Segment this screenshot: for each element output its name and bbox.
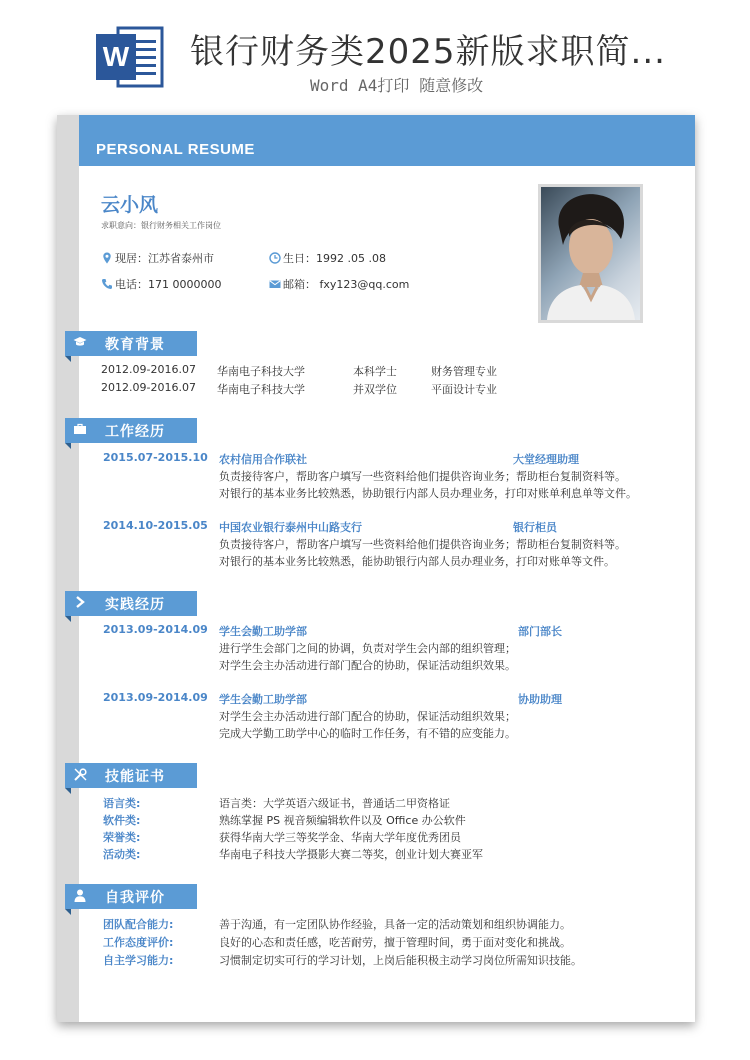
skill-label: 语言类: xyxy=(103,797,141,810)
section-self-evaluation-title: 自我评价 xyxy=(105,889,165,906)
skill-label: 软件类: xyxy=(103,814,141,827)
work-desc-line: 对银行的基本业务比较熟悉，协助银行内部人员办理业务，打印对账单利息单等文件。 xyxy=(219,487,637,500)
work-role: 银行柜员 xyxy=(513,521,557,534)
self-eval-value: 良好的心态和责任感，吃苦耐劳，擅于管理时间，勇于面对变化和挑战。 xyxy=(219,936,571,949)
work-org: 中国农业银行泰州中山路支行 xyxy=(219,521,362,534)
skill-label: 荣誉类: xyxy=(103,831,141,844)
work-date: 2014.10-2015.05 xyxy=(103,519,208,532)
self-eval-row xyxy=(103,916,663,932)
section-fold xyxy=(65,443,71,449)
section-fold xyxy=(65,356,71,362)
section-self-evaluation-header xyxy=(65,884,197,909)
section-fold xyxy=(65,909,71,915)
practice-date: 2013.09-2014.09 xyxy=(103,623,208,636)
section-skills-title: 技能证书 xyxy=(105,768,165,785)
resume-banner xyxy=(79,115,695,166)
self-eval-value: 习惯制定切实可行的学习计划，上岗后能积极主动学习岗位所需知识技能。 xyxy=(219,954,582,967)
document-title: 银行财务类2025新版求职简... xyxy=(190,32,666,72)
skill-row xyxy=(103,812,663,828)
section-work-title: 工作经历 xyxy=(105,423,165,440)
phone-text: 电话：171 0000000 xyxy=(115,278,222,291)
portrait-illustration xyxy=(541,187,640,320)
graduation-cap-icon xyxy=(65,336,95,351)
section-education-header xyxy=(65,331,197,356)
work-org: 农村信用合作联社 xyxy=(219,453,307,466)
self-eval-value: 善于沟通，有一定团队协作经验，具备一定的活动策划和组织协调能力。 xyxy=(219,918,571,931)
practice-desc-line: 对学生会主办活动进行部门配合的协助，保证活动组织效果； xyxy=(219,710,516,723)
work-entry xyxy=(103,451,663,511)
email-text: 邮箱： fxy123@qq.com xyxy=(283,278,410,291)
document-header xyxy=(0,0,750,110)
work-desc-line: 对银行的基本业务比较熟悉，能协助银行内部人员办理业务，打印对账单等文件。 xyxy=(219,555,615,568)
work-date: 2015.07-2015.10 xyxy=(103,451,208,464)
edu-degree: 并双学位 xyxy=(353,383,397,396)
info-phone xyxy=(101,276,221,292)
work-role: 大堂经理助理 xyxy=(513,453,579,466)
job-intent: 求职意向：银行财务相关工作岗位 xyxy=(101,221,221,230)
skill-label: 活动类: xyxy=(103,848,141,861)
self-eval-label: 工作态度评价: xyxy=(103,936,174,949)
skill-row xyxy=(103,846,663,862)
section-practice-header xyxy=(65,591,197,616)
self-eval-label: 自主学习能力: xyxy=(103,954,174,967)
word-doc-icon xyxy=(96,22,166,92)
section-fold xyxy=(65,616,71,622)
practice-desc-line: 进行学生会部门之间的协调，负责对学生会内部的组织管理； xyxy=(219,642,516,655)
self-eval-row xyxy=(103,934,663,950)
word-icon-letter: W xyxy=(102,41,130,72)
section-skills-header xyxy=(65,763,197,788)
briefcase-icon xyxy=(65,423,95,438)
tools-icon xyxy=(65,768,95,784)
profile-photo xyxy=(538,184,643,323)
edu-date: 2012.09-2016.07 xyxy=(101,363,196,376)
practice-date: 2013.09-2014.09 xyxy=(103,691,208,704)
skill-row xyxy=(103,795,663,811)
section-fold xyxy=(65,788,71,794)
info-location xyxy=(101,250,214,266)
self-eval-label: 团队配合能力: xyxy=(103,918,174,931)
skill-value: 获得华南大学三等奖学金、华南大学年度优秀团员 xyxy=(219,831,461,844)
practice-entry xyxy=(103,691,663,751)
info-birthday xyxy=(269,250,386,266)
birthday-text: 生日：1992 .05 .08 xyxy=(283,252,386,265)
skill-value: 华南电子科技大学摄影大赛二等奖，创业计划大赛亚军 xyxy=(219,848,483,861)
location-text: 现居：江苏省泰州市 xyxy=(115,252,214,265)
work-desc-line: 负责接待客户，帮助客户填写一些资料给他们提供咨询业务；帮助柜台复制资料等。 xyxy=(219,470,626,483)
section-education-title: 教育背景 xyxy=(105,336,165,353)
resume-page xyxy=(57,115,695,1022)
phone-icon xyxy=(101,278,113,290)
practice-role: 协助助理 xyxy=(518,693,562,706)
section-work-header xyxy=(65,418,197,443)
user-icon xyxy=(65,889,95,905)
section-practice-title: 实践经历 xyxy=(105,596,165,613)
practice-desc-line: 对学生会主办活动进行部门配合的协助，保证活动组织效果。 xyxy=(219,659,516,672)
self-eval-row xyxy=(103,952,663,968)
skill-value: 熟练掌握 PS 视音频编辑软件以及 Office 办公软件 xyxy=(219,814,466,827)
mail-icon xyxy=(269,278,281,290)
edu-date: 2012.09-2016.07 xyxy=(101,381,196,394)
banner-title: PERSONAL RESUME xyxy=(96,141,255,158)
edu-major: 财务管理专业 xyxy=(431,365,497,378)
skill-value: 语言类：大学英语六级证书，普通话二甲资格证 xyxy=(219,797,450,810)
work-entry xyxy=(103,519,663,579)
edu-school: 华南电子科技大学 xyxy=(217,383,305,396)
chevron-right-icon xyxy=(65,596,95,611)
education-row xyxy=(101,381,661,397)
clock-icon xyxy=(269,252,281,264)
edu-degree: 本科学士 xyxy=(353,365,397,378)
practice-role: 部门部长 xyxy=(518,625,562,638)
candidate-name: 云小风 xyxy=(101,194,159,216)
location-pin-icon xyxy=(101,252,113,264)
practice-entry xyxy=(103,623,663,683)
info-email xyxy=(269,276,409,292)
edu-school: 华南电子科技大学 xyxy=(217,365,305,378)
practice-org: 学生会勤工助学部 xyxy=(219,625,307,638)
edu-major: 平面设计专业 xyxy=(431,383,497,396)
education-row xyxy=(101,363,661,379)
practice-desc-line: 完成大学勤工助学中心的临时工作任务，有不错的应变能力。 xyxy=(219,727,516,740)
work-desc-line: 负责接待客户，帮助客户填写一些资料给他们提供咨询业务；帮助柜台复制资料等。 xyxy=(219,538,626,551)
document-subtitle: Word A4打印 随意修改 xyxy=(310,76,484,95)
skill-row xyxy=(103,829,663,845)
practice-org: 学生会勤工助学部 xyxy=(219,693,307,706)
